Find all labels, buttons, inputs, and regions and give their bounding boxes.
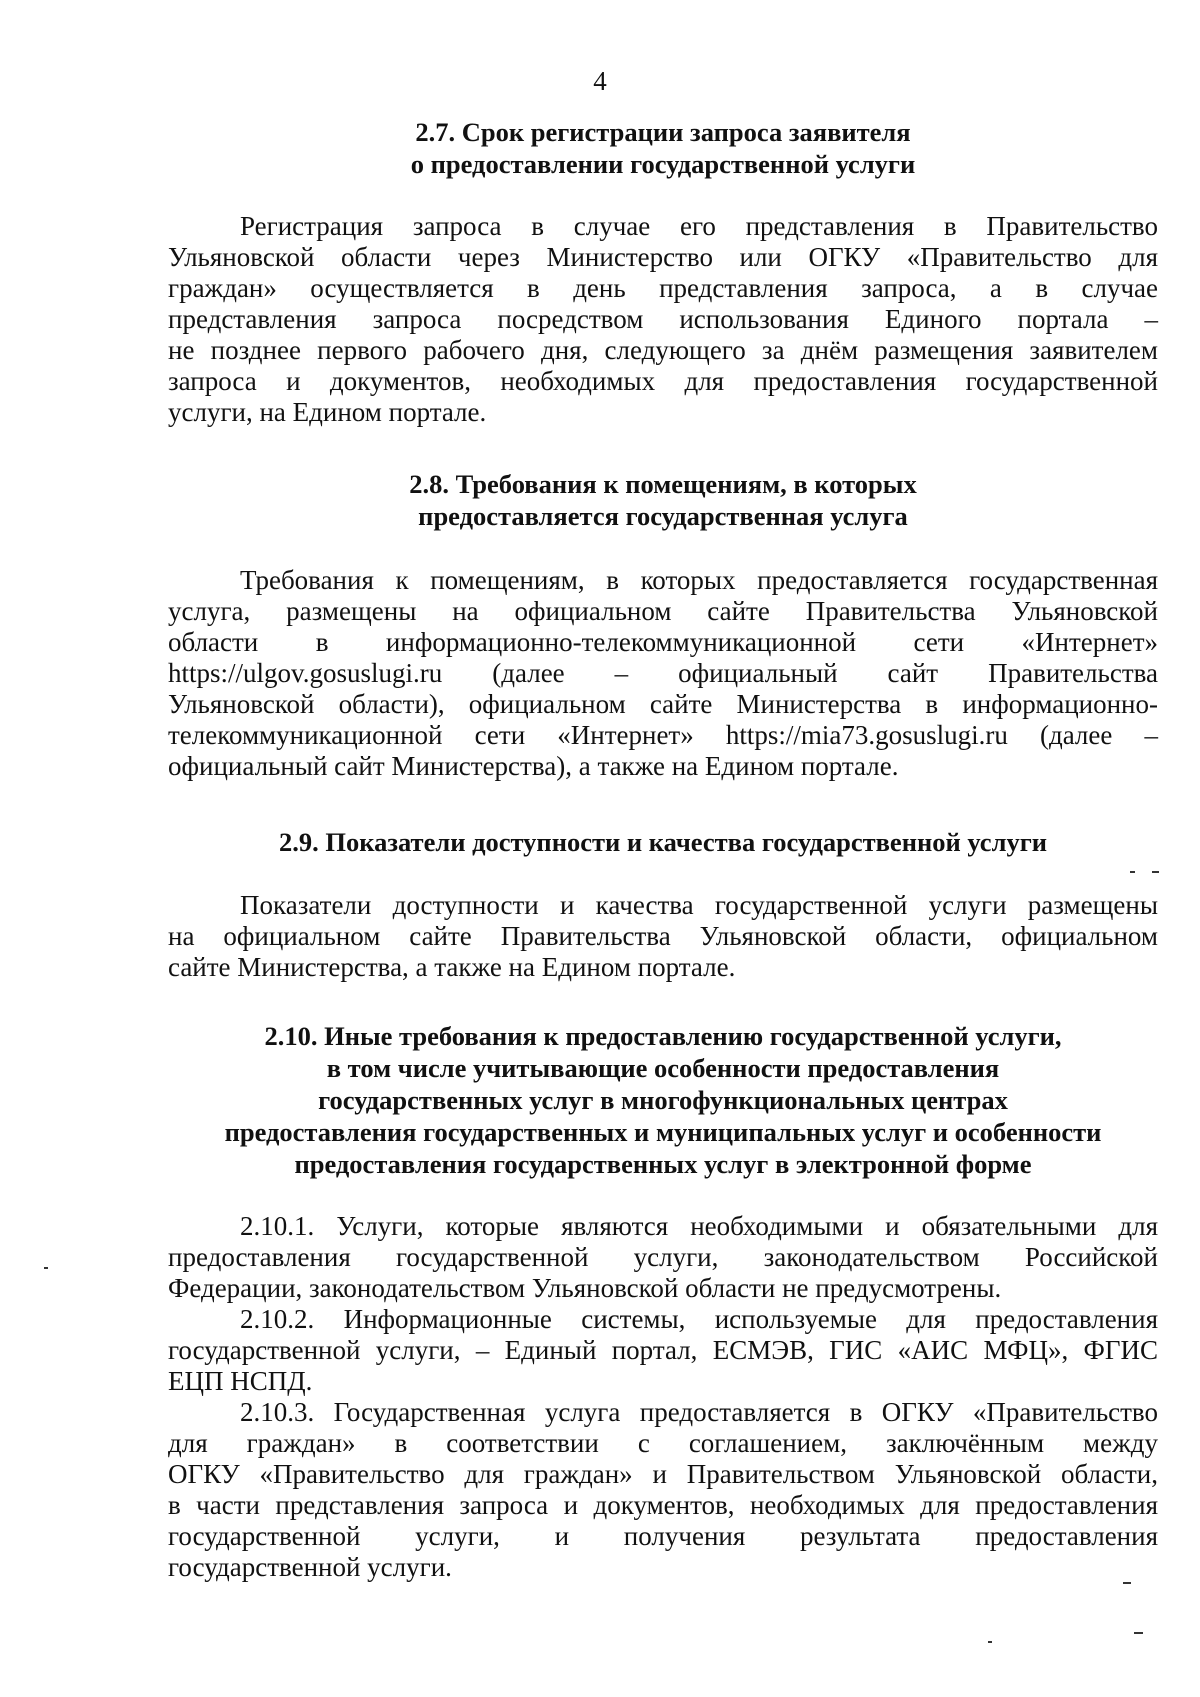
paragraph-line: Ульяновской области), официальном сайте Министерства в информационно- xyxy=(168,689,1158,719)
paragraph-line: предоставления государственной услуги, законодательством Российской xyxy=(168,1242,1158,1272)
paragraph-line: не позднее первого рабочего дня, следующего за днём размещения заявителем xyxy=(168,335,1158,365)
heading-line: предоставления государственных и муниципальных услуг и особенности xyxy=(224,1117,1102,1147)
paragraph-line: области в информационно-телекоммуникационной сети «Интернет» xyxy=(168,627,1158,657)
section-2-10-1-paragraph xyxy=(168,1211,1158,1304)
paragraph-line: Федерации, законодательством Ульяновской области не предусмотрены. xyxy=(168,1273,1002,1303)
paragraph-line: ЕЦП НСПД. xyxy=(168,1366,313,1396)
scan-mark xyxy=(1130,871,1135,873)
paragraph-line: запроса и документов, необходимых для предоставления государственной xyxy=(168,366,1158,396)
heading-line: 2.7. Срок регистрации запроса заявителя xyxy=(415,117,911,147)
section-2-8-paragraph xyxy=(168,565,1158,782)
paragraph-line: Ульяновской области через Министерство или ОГКУ «Правительство для xyxy=(168,242,1158,272)
paragraph-line: Показатели доступности и качества государственной услуги размещены xyxy=(240,890,1158,920)
section-2-8-heading xyxy=(168,468,1158,532)
paragraph-line: на официальном сайте Правительства Ульяновской области, официальном xyxy=(168,921,1158,951)
heading-line: 2.9. Показатели доступности и качества государственной услуги xyxy=(278,827,1047,857)
scan-mark xyxy=(1123,1582,1131,1584)
heading-line: 2.8. Требования к помещениям, в которых xyxy=(409,469,917,499)
heading-line: государственных услуг в многофункциональных центрах xyxy=(318,1085,1008,1115)
paragraph-line: сайте Министерства, а также на Едином портале. xyxy=(168,952,736,982)
paragraph-line: граждан» осуществляется в день представления запроса, а в случае xyxy=(168,273,1158,303)
paragraph-line: 2.10.1. Услуги, которые являются необходимыми и обязательными для xyxy=(240,1211,1158,1241)
paragraph-line: Требования к помещениям, в которых предоставляется государственная xyxy=(240,565,1158,595)
page-number: 4 xyxy=(593,66,607,96)
heading-line: предоставляется государственная услуга xyxy=(418,501,908,531)
paragraph-line: 2.10.2. Информационные системы, используемые для предоставления xyxy=(240,1304,1158,1334)
paragraph-line: государственной услуги. xyxy=(168,1552,452,1582)
paragraph-line: https://ulgov.gosuslugi.ru (далее – официальный сайт Правительства xyxy=(168,658,1158,688)
heading-line: 2.10. Иные требования к предоставлению государственной услуги, xyxy=(264,1021,1062,1051)
paragraph-line: услуги, на Едином портале. xyxy=(168,397,487,427)
paragraph-line: для граждан» в соответствии с соглашением, заключённым между xyxy=(168,1428,1158,1458)
paragraph-line: государственной услуги, – Единый портал, ЕСМЭВ, ГИС «АИС МФЦ», ФГИС xyxy=(168,1335,1158,1365)
paragraph-line: телекоммуникационной сети «Интернет» https://mia73.gosuslugi.ru (далее – xyxy=(168,720,1158,750)
scan-mark xyxy=(1152,871,1159,873)
section-2-10-heading xyxy=(168,1020,1158,1180)
section-2-10-2-paragraph xyxy=(168,1304,1158,1397)
section-2-7-paragraph xyxy=(168,211,1158,428)
paragraph-line: официальный сайт Министерства), а также на Едином портале. xyxy=(168,751,899,781)
section-2-10-3-paragraph xyxy=(168,1397,1158,1583)
section-2-9-heading xyxy=(168,826,1158,858)
heading-line: предоставления государственных услуг в электронной форме xyxy=(294,1149,1032,1179)
paragraph-line: услуга, размещены на официальном сайте Правительства Ульяновской xyxy=(168,596,1158,626)
scan-mark xyxy=(44,1267,48,1269)
paragraph-line: государственной услуги, и получения результата предоставления xyxy=(168,1521,1158,1551)
paragraph-line: в части представления запроса и документов, необходимых для предоставления xyxy=(168,1490,1158,1520)
scan-mark xyxy=(988,1641,992,1643)
paragraph-line: 2.10.3. Государственная услуга предоставляется в ОГКУ «Правительство xyxy=(240,1397,1158,1427)
section-2-9-paragraph xyxy=(168,890,1158,983)
paragraph-line: ОГКУ «Правительство для граждан» и Правительством Ульяновской области, xyxy=(168,1459,1158,1489)
section-2-7-heading xyxy=(168,116,1158,180)
heading-line: о предоставлении государственной услуги xyxy=(410,149,916,179)
scan-mark xyxy=(1134,1632,1143,1634)
paragraph-line: Регистрация запроса в случае его представления в Правительство xyxy=(240,211,1158,241)
heading-line: в том числе учитывающие особенности предоставления xyxy=(326,1053,1000,1083)
paragraph-line: представления запроса посредством использования Единого портала – xyxy=(168,304,1158,334)
